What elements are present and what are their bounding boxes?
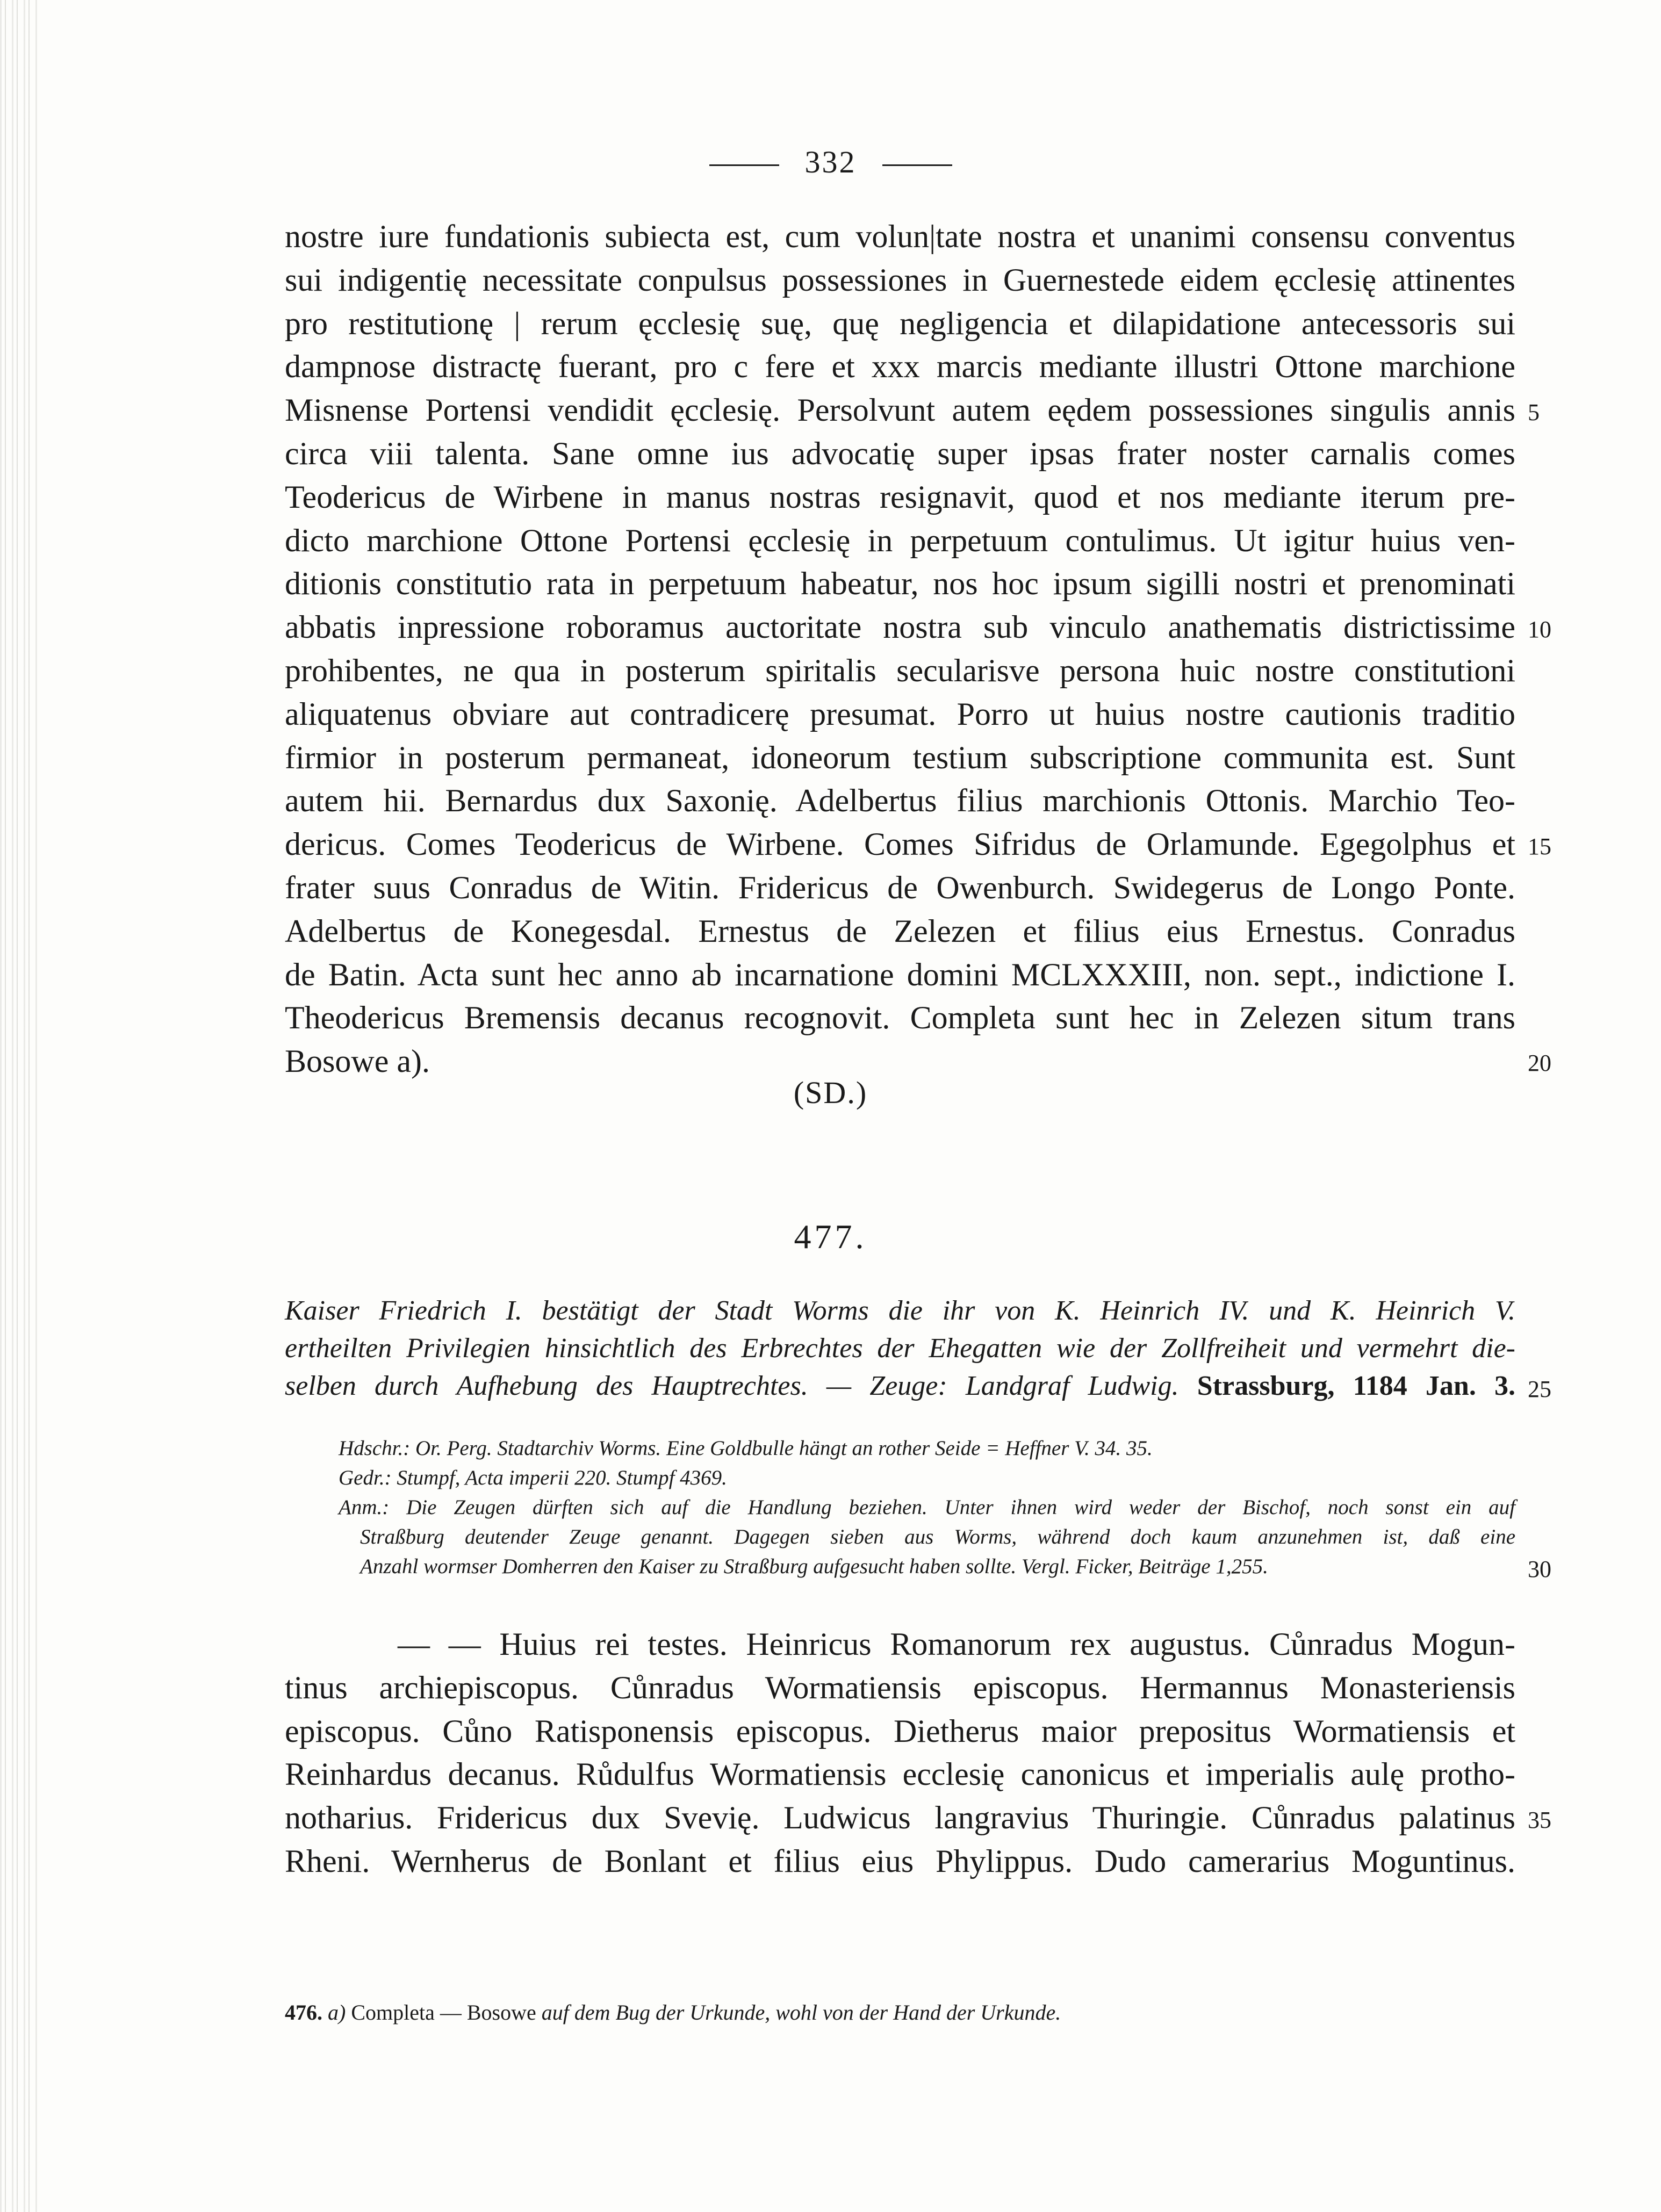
apparatus-line: Anm.: Die Zeugen dürften sich auf die Handlung beziehen. Unter ihnen wird weder der Bischof, noch sonst ein auf (339, 1496, 1515, 1519)
text-line: Adelbertus de Konegesdal. Ernestus de Zelezen et filius eius Ernestus. Conradus (285, 913, 1515, 949)
footnote (285, 2000, 1061, 2025)
text-line: sui indigentię necessitate conpulsus possessiones in Guernestede eidem ęcclesię attinentes (285, 262, 1515, 298)
line-number: 25 (1528, 1376, 1551, 1402)
line-number: 30 (1528, 1556, 1551, 1582)
charter-477-apparatus (285, 1433, 1515, 1581)
regest-line-end: selben durch Aufhebung des Hauptrechtes. — Zeuge: Landgraf Ludwig. (285, 1371, 1179, 1401)
footnote-ref: 476. (285, 2000, 322, 2024)
charter-476-text (285, 215, 1515, 1083)
header-rule-left (709, 164, 779, 166)
text-line: Theodericus Bremensis decanus recognovit. Completa sunt hec in Zelezen situm trans (285, 1000, 1515, 1036)
text-line: frater suus Conradus de Witin. Fridericus de Owenburch. Swidegerus de Longo Ponte. (285, 869, 1515, 905)
text-line: — — Huius rei testes. Heinricus Romanorum rex augustus. Cůnradus Mogun- (398, 1626, 1515, 1662)
regest-line (285, 1367, 1515, 1405)
text-line: dicto marchione Ottone Portensi ęcclesię in perpetuum contulimus. Ut igitur huius ven- (285, 522, 1515, 558)
text-line: Teodericus de Wirbene in manus nostras resignavit, quod et nos mediante iterum pre- (285, 479, 1515, 515)
text-line: dericus. Comes Teodericus de Wirbene. Comes Sifridus de Orlamunde. Egegolphus et (285, 826, 1515, 862)
place-date: Strassburg, 1184 Jan. 3. (1197, 1371, 1515, 1401)
regest-line: ertheilten Privilegien hinsichtlich des Erbrechtes der Ehegatten wie der Zollfreiheit und vermehrt die- (285, 1333, 1515, 1364)
page-header (0, 144, 1661, 180)
apparatus-line: Hdschr.: Or. Perg. Stadtarchiv Worms. Eine Goldbulle hängt an rother Seide = Heffner V. 34. 35. (339, 1437, 1153, 1460)
line-number: 35 (1528, 1807, 1551, 1833)
text-line: firmior in posterum permaneat, idoneorum testium subscriptione communita est. Sunt (285, 739, 1515, 775)
text-line: ditionis constitutio rata in perpetuum habeatur, nos hoc ipsum sigilli nostri et prenominati (285, 566, 1515, 602)
text-line: Rheni. Wernherus de Bonlant et filius eius Phylippus. Dudo camerarius Moguntinus. (285, 1843, 1515, 1879)
text-line: Bosowe a). (285, 1043, 430, 1079)
footnote-text: auf dem Bug der Urkunde, wohl von der Hand der Urkunde. (541, 2000, 1061, 2024)
page-number: 332 (804, 145, 857, 179)
apparatus-line: Gedr.: Stumpf, Acta imperii 220. Stumpf 4369. (339, 1466, 727, 1489)
text-line: notharius. Fridericus dux Svevię. Ludwicus langravius Thuringie. Cůnradus palatinus (285, 1800, 1515, 1836)
text-line: Reinhardus decanus. Růdulfus Wormatiensis ecclesię canonicus et imperialis aulę protho- (285, 1756, 1515, 1792)
text-line: prohibentes, ne qua in posterum spiritalis secularisve persona huic nostre constitutioni (285, 652, 1515, 688)
text-line: circa viii talenta. Sane omne ius advocatię super ipsas frater noster carnalis comes (285, 435, 1515, 471)
charter-477-regest (285, 1292, 1515, 1405)
text-line: aliquatenus obviare aut contradicerę presumat. Porro ut huius nostre cautionis traditio (285, 696, 1515, 732)
text-line: abbatis inpressione roboramus auctoritate nostra sub vinculo anathematis districtissime (285, 609, 1515, 645)
line-number: 10 (1528, 616, 1551, 643)
apparatus-line: Anzahl wormser Domherren den Kaiser zu Straßburg aufgesucht haben sollte. Vergl. Ficker, Beiträge 1,255. (360, 1555, 1268, 1578)
header-rule-right (882, 164, 952, 166)
footnote-marker: a) (328, 2000, 346, 2024)
regest-line: Kaiser Friedrich I. bestätigt der Stadt Worms die ihr von K. Heinrich IV. und K. Heinrich V. (285, 1295, 1515, 1326)
text-line: dampnose distractę fuerant, pro c fere et xxx marcis mediante illustri Ottone marchione (285, 349, 1515, 385)
text-line: Misnense Portensi vendidit ęcclesię. Persolvunt autem eędem possessiones singulis annis (285, 392, 1515, 428)
text-line: autem hii. Bernardus dux Saxonię. Adelbertus filius marchionis Ottonis. Marchio Teo- (285, 783, 1515, 819)
text-line: tinus archiepiscopus. Cůnradus Wormatiensis episcopus. Hermannus Monasteriensis (285, 1669, 1515, 1705)
text-line: nostre iure fundationis subiecta est, cum volun|tate nostra et unanimi consensu conventus (285, 219, 1515, 254)
line-number: 15 (1528, 833, 1551, 860)
charter-number: 477. (794, 1217, 867, 1256)
text-line: episcopus. Cůno Ratisponensis episcopus. Dietherus maior prepositus Wormatiensis et (285, 1713, 1515, 1749)
charter-477-text (285, 1623, 1515, 1883)
apparatus-line: Straßburg deutender Zeuge genannt. Dagegen sieben aus Worms, während doch kaum anzunehmen ist, daß eine (360, 1525, 1515, 1548)
text-line: de Batin. Acta sunt hec anno ab incarnatione domini MCLXXXIII, non. sept., indictione I. (285, 956, 1515, 992)
footnote-lemma: Completa — Bosowe (351, 2000, 536, 2024)
line-number: 20 (1528, 1050, 1551, 1076)
line-number: 5 (1528, 399, 1540, 426)
text-line: pro restitutionę | rerum ęcclesię suę, quę negligencia et dilapidatione antecessoris sui (285, 305, 1515, 341)
seal-note: (SD.) (793, 1075, 868, 1110)
